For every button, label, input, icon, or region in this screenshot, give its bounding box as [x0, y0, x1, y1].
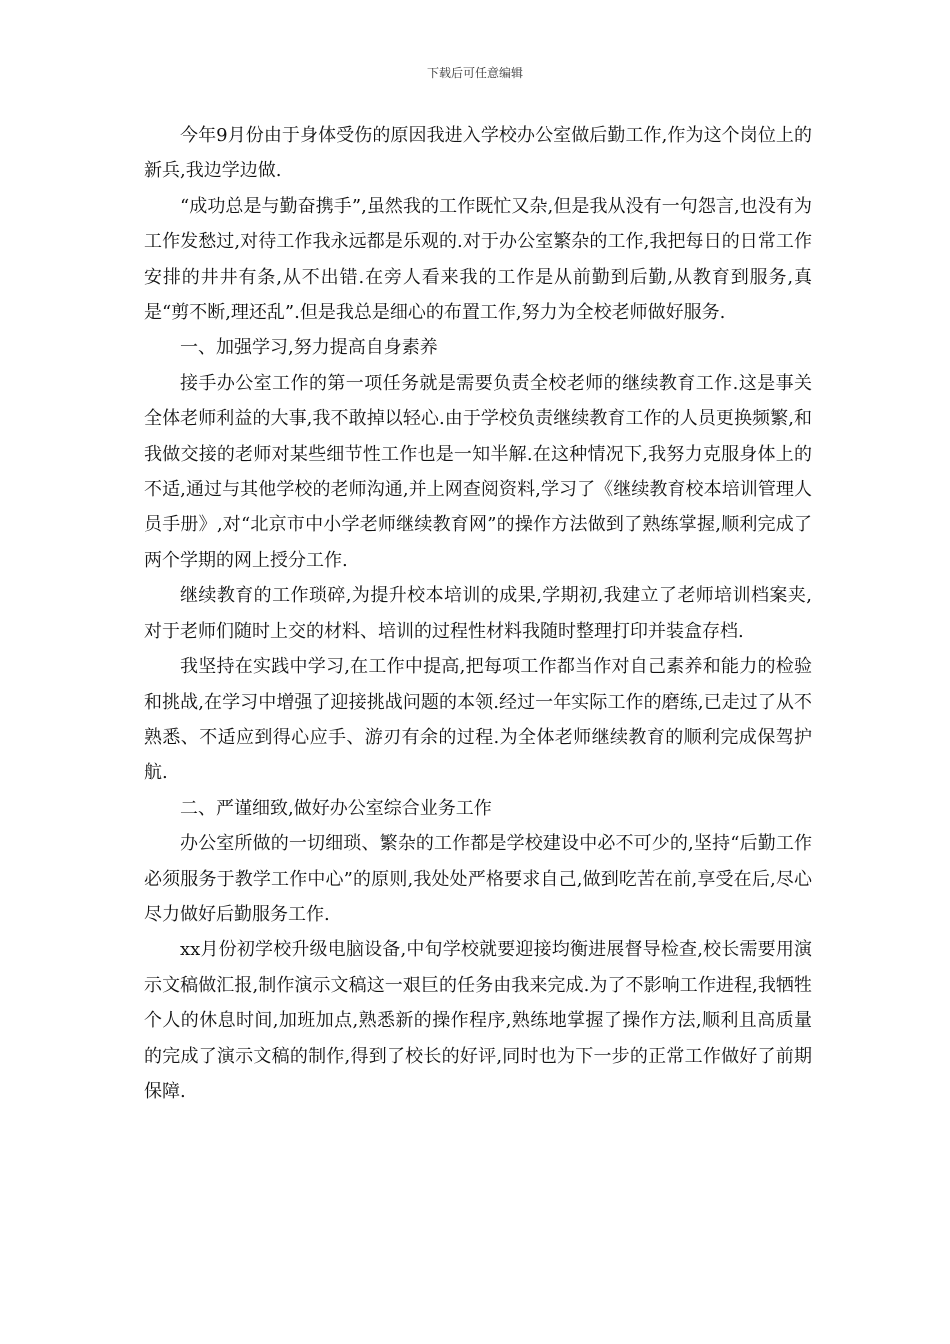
header-note: 下载后可任意编辑	[426, 66, 523, 80]
document-body	[144, 118, 812, 1109]
paragraph-intro: 今年9月份由于身体受伤的原因我进入学校办公室做后勤工作,作为这个岗位上的新兵,我边学边做.	[144, 125, 812, 182]
paragraph-practice-learning: 我坚持在实践中学习,在工作中提高,把每项工作都当作对自己素养和能力的检验和挑战,在学习中增强了迎接挑战问题的本领.经过一年实际工作的磨练,已走过了从不熟悉、不适应到得心应手、游刃有余的过程.为全体老师继续教育的顺利完成保驾护航.	[144, 656, 812, 784]
paragraph-training-archive: 继续教育的工作琐碎,为提升校本培训的成果,学期初,我建立了老师培训档案夹,对于老师们随时上交的材料、培训的过程性材料我随时整理打印并装盒存档.	[144, 585, 812, 642]
paragraph-continuing-education: 接手办公室工作的第一项任务就是需要负责全校老师的继续教育工作.这是事关全体老师利益的大事,我不敢掉以轻心.由于学校负责继续教育工作的人员更换频繁,和我做交接的老师对某些细节性工作也是一知半解.在这种情况下,我努力克服身体上的不适,通过与其他学校的老师沟通,并上网查阅资料,学习了《继续教育校本培训管理人员手册》,对“北京市中小学老师继续教育网”的操作方法做到了熟练掌握,顺利完成了两个学期的网上授分工作.	[144, 372, 812, 571]
paragraph-attitude: “成功总是与勤奋携手”,虽然我的工作既忙又杂,但是我从没有一句怨言,也没有为工作发愁过,对待工作我永远都是乐观的.对于办公室繁杂的工作,我把每日的日常工作安排的井井有条,从不出错.在旁人看来我的工作是从前勤到后勤,从教育到服务,真是“剪不断,理还乱”.但是我总是细心的布置工作,努力为全校老师做好服务.	[144, 195, 812, 324]
paragraph-presentation-task: xx月份初学校升级电脑设备,中旬学校就要迎接均衡进展督导检查,校长需要用演示文稿做汇报,制作演示文稿这一艰巨的任务由我来完成.为了不影响工作进程,我牺牲个人的休息时间,加班加点,熟悉新的操作程序,熟练地掌握了操作方法,顺利且高质量的完成了演示文稿的制作,得到了校长的好评,同时也为下一步的正常工作做好了前期保障.	[144, 939, 812, 1102]
paragraph-office-work: 办公室所做的一切细琐、繁杂的工作都是学校建设中必不可少的,坚持“后勤工作必须服务于教学工作中心”的原则,我处处严格要求自己,做到吃苦在前,享受在后,尽心尽力做好后勤服务工作.	[144, 833, 812, 925]
section-heading-1: 一、加强学习,努力提高自身素养	[180, 337, 438, 359]
section-heading-2: 二、严谨细致,做好办公室综合业务工作	[180, 797, 492, 819]
